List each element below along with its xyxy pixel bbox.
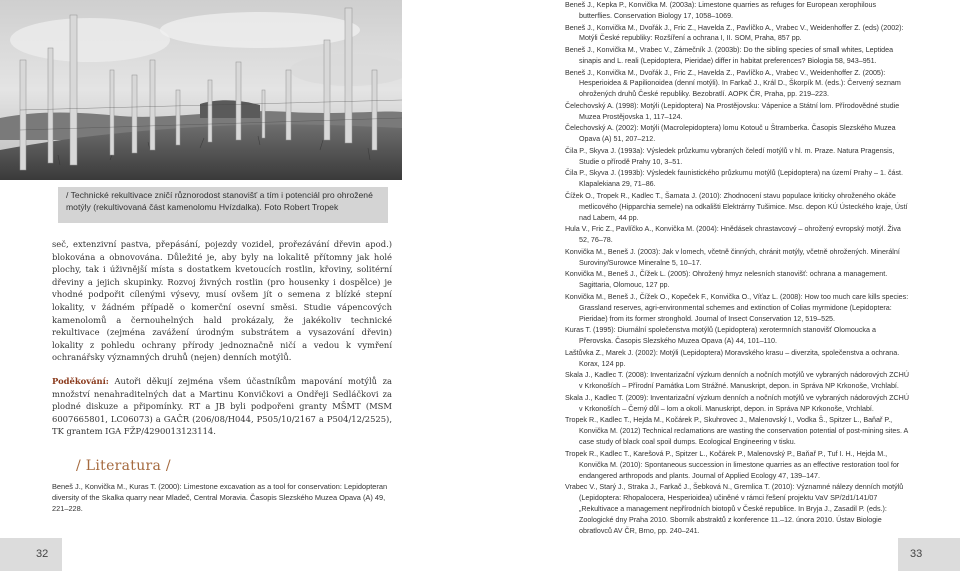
reference-item: Konvička M., Beneš J. (2003): Jak v lomech, včetně činných, chránit motýly, včetně ohrožených. Minerální Suroviny/Surowce Mineralne 5, 10–17. — [565, 247, 900, 267]
body-paragraph: seč, extenzivní pastva, přepásání, pojezdy vozidel, prořezávání dřevin apod.) blokována a obnovována. Důležité je, aby byly na lokalitě přítomny jak holé plochy, tak i úživnější místa s dostatkem kvetoucích rostlin, křoviny, solitérní dřeviny a jejich skupinky. Rozvoj živných rostlin (pro housenky i dospělce) je vhodné podpořit cílenými výsevy, musí ovšem jít o semena z blízké stepní lokality, v žádném případě o komerční osevní směsi. Studie vápencových kamenolomů a černouhelných hald prokázaly, že jakékoliv technické rekultivace (zejména zavážení úrodným substrátem a vysazování dřevin) lokality z pohledu ochrany přírody jednoznačně ničí a vedou k vymření ochranářsky významných druhů (nejen) denních motýlů. — [52, 239, 392, 363]
reference-item: Beneš J., Konvička M., Vrabec V., Zámečník J. (2003b): Do the sibling species of small whites, Leptidea sinapis and L. reali (Lepidoptera, Pieridae) differ in habitat preferences? Biologia 58, 943–951. — [565, 46, 894, 65]
quarry-photo — [0, 0, 402, 180]
reference-item: Vrabec V., Starý J., Straka J., Farkač J., Šebková N., Gremlica T. (2010): Významné nálezy denních motýlů (Lepidoptera: Rhopalocera, Hesperioidea) učiněné v rámci řešení projektu VaV SP/2d1/141/07 „Rekultivace a management nepřírodních biotopů v České republice. In Bryja J., Zasadil P. (eds.): Zoologické dny Praha 2010. Sborník abstraktů z konference 11.–12. února 2010. Ústav Biologie obratlovců AV ČR, Brno, pp. 240–241. — [565, 483, 904, 536]
reference-item: Beneš J., Konvička M., Dvořák J., Fric Z., Havelda Z., Pavlíčko A., Vrabec V., Weidenhoffer Z. (2005): Hesperioidea & Papilionoidea (denní motýli). In Farkač J., Král D., Škorpík M. (eds.): Červený seznam ohrožených druhů České republiky. Bezobratlí. AOPK ČR, Praha, pp. 219–223. — [565, 68, 901, 99]
acknowledgement-label: Poděkování: — [52, 375, 109, 386]
photo-caption: / Technické rekultivace zničí různorodost stanovišť a tím i potenciál pro ohrožené motýly (rekultivovaná část kamenolomu Hvízdalka). Foto Robert Tropek — [58, 187, 388, 223]
reference-item: Beneš J., Kepka P., Konvička M. (2003a): Limestone quarries as refuges for European xerophilous butterflies. Conservation Biology 17, 1058–1069. — [565, 1, 877, 20]
reference-item: Čížek O., Tropek R., Kadlec T., Šamata J. (2010): Zhodnocení stavu populace kriticky ohroženého okáče metlicového (Hipparchia semele) na odkališti Elektrárny Tušimice. Msc. depon KÚ Ústeckého kraje, Ústí nad Labem, 44 pp. — [565, 191, 908, 222]
acknowledgement-text: Autoři děkují zejména všem účastníkům mapování motýlů za množství nenahraditelných dat a Martinu Konvičkovi a Ondřeji Sedláčkovi za plodné diskuze a připomínky. RT a JB byli podpořeni granty MŠMT (MSM 6007665801, LC06073) a GAČR (206/08/H044, P505/10/2167 a P504/12/2525), TK grantem IGA FŽP/4290013123114. — [52, 375, 392, 437]
footer-bar-left — [0, 538, 62, 571]
page-number-left: 32 — [36, 548, 49, 560]
reference-item: Čila P., Skyva J. (1993b): Výsledek faunistického průzkumu motýlů (Lepidoptera) na území Prahy – 1. část. Klapalekiana 29, 71–86. — [565, 169, 904, 189]
reference-item: Kuras T. (1995): Diurnální společenstva motýlů (Lepidoptera) xerotermních stanovišť Olomoucka a Přerovska. Časopis Slezského Muzea Opava (A) 44, 101–110. — [565, 326, 876, 346]
reference-item: Čila P., Skyva J. (1993a): Výsledek průzkumu vybraných čeledí motýlů v hl. m. Praze. Natura Pragensis, Studie o přírodě Prahy 10, 3–51. — [565, 146, 895, 166]
reference-item: Skala J., Kadlec T. (2009): Inventarizační výzkum denních a nočních motýlů ve vybraných nádorových ZCHÚ v Krkonoších – Černý důl – lom a okolí. Manuskript, depon. in Správa NP Krkonoše, Vrchlabí. — [565, 393, 909, 413]
reference-list — [565, 0, 910, 538]
page-number-right: 33 — [910, 548, 923, 560]
reference-item: Skala J., Kadlec T. (2008): Inventarizační výzkum denních a nočních motýlů ve vybraných nádorových ZCHÚ v Krkonoších – Přírodní Památka Lom Strážné. Manuskript, depon. in Správa NP Krkonoše, Vrchlabí. — [565, 371, 909, 391]
acknowledgement — [52, 375, 392, 438]
reference-left: Beneš J., Konvička M., Kuras T. (2000): Limestone excavation as a tool for conservation: Lepidopteran diversity of the Skalka quarry near Mladeč, Central Moravia. Časopis Slezského Muzea Opava (A) 49, 221–228. — [52, 482, 388, 513]
reference-item: Čelechovský A. (1998): Motýli (Lepidoptera) Na Prostějovsku: Vápenice a Státní lom. Přírodovědné studie Muzea Prostějovska 1, 117–124. — [565, 101, 900, 121]
footer-bar-right — [898, 538, 960, 571]
reference-item: Hula V., Fric Z., Pavlíčko A., Konvička M. (2004): Hnědásek chrastavcový – ohrožený evropský motýl. Živa 52, 76–78. — [565, 225, 901, 245]
reference-item: Tropek R., Kadlec T., Karešová P., Spitzer L., Kočárek P., Malenovský P., Baňař P., Tuf I. H., Hejda M., Konvička M. (2010): Spontaneous succession in limestone quarries as an effective restoration tool for endangered arthropods and plants. Journal of Applied Ecology 47, 139–147. — [565, 449, 900, 480]
reference-item: Konvička M., Beneš J., Čížek O., Kopeček F., Konvička O., Víťaz L. (2008): How too much care kills species: Grassland reserves, agri-environmental schemes and extinction of Colias myrmidone (Lepidoptera: Pieridae) from its former stronghold. Journal of Insect Conservation 12, 519–525. — [565, 292, 909, 323]
article-body — [52, 238, 392, 449]
reference-item: Tropek R., Kadlec T., Hejda M., Kočárek P., Skuhrovec J., Malenovský I., Vodka Š., Spitzer L., Baňař P., Konvička M. (2012) Technical reclamations are wasting the conservation potential of post-mining sites. A case study of black coal spoil dumps. Ecological Engineering v tisku. — [565, 416, 908, 447]
reference-item: Konvička M., Beneš J., Čížek L. (2005): Ohrožený hmyz nelesních stanovišť: ochrana a management. Sagittaria, Olomouc, 127 pp. — [565, 270, 888, 290]
reference-item: Beneš J., Konvička M., Dvořák J., Fric Z., Havelda Z., Pavlíčko A., Vrabec V., Weidenhoffer Z. (eds) (2002): Motýli České republiky: Rozšíření a ochrana I, II. SOM, Praha, 857 pp. — [565, 23, 904, 43]
literature-heading: / Literatura / — [76, 458, 171, 474]
reference-item: Laštůvka Z., Marek J. (2002): Motýli (Lepidoptera) Moravského krasu – diverzita, společenstva a ochrana. Korax, 124 pp. — [565, 348, 900, 368]
reference-item: Čelechovský A. (2002): Motýli (Macrolepidoptera) lomu Kotouč u Štramberka. Časopis Slezského Muzea Opava (A) 51, 207–212. — [565, 124, 896, 144]
